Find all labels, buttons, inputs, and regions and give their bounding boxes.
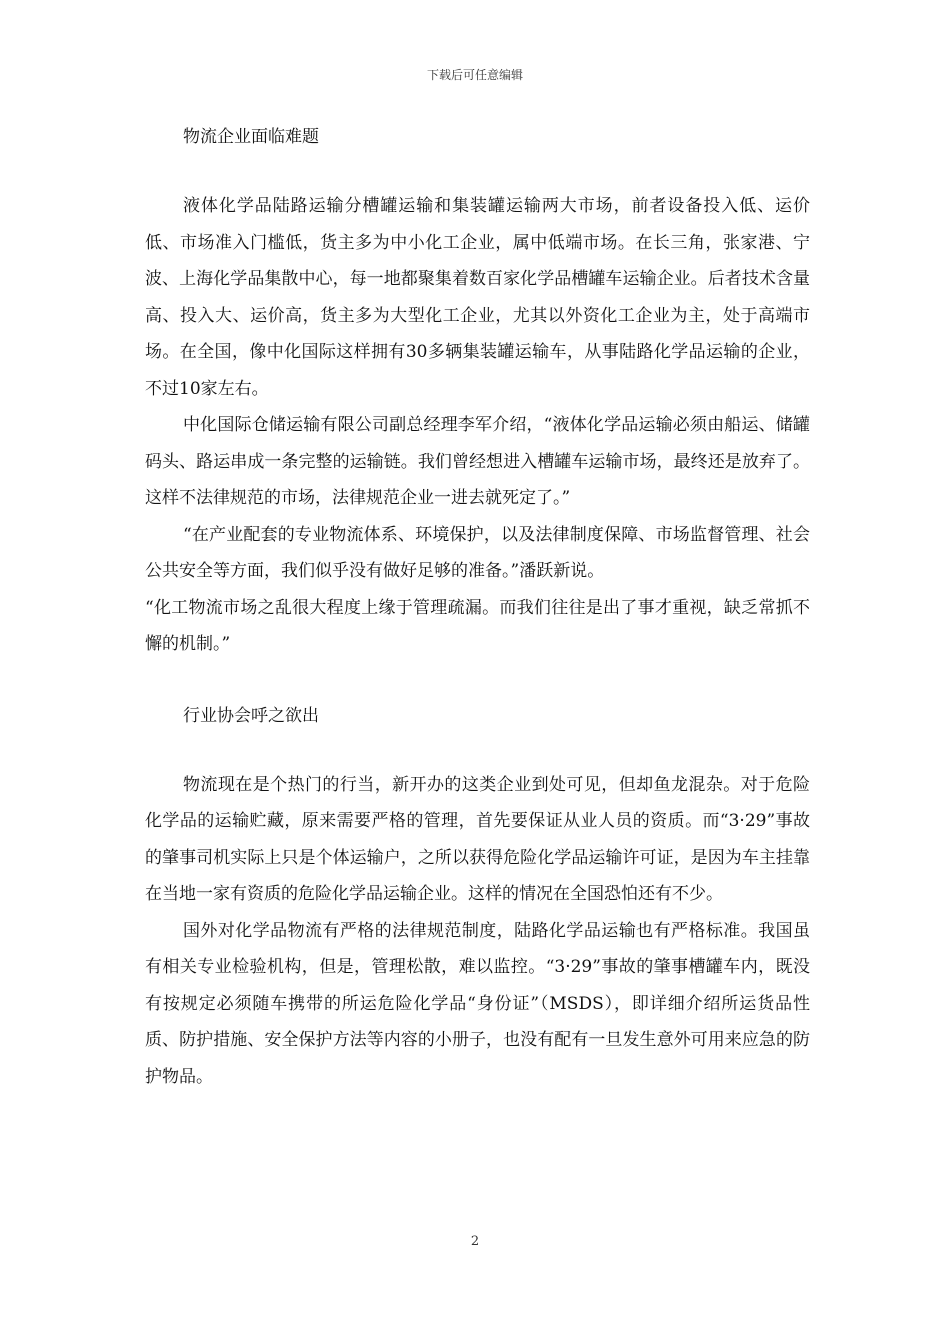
paragraph: 液体化学品陆路运输分槽罐运输和集装罐运输两大市场，前者设备投入低、运价低、市场准入门槛低，货主多为中小化工企业，属中低端市场。在长三角，张家港、宁波、上海化学品集散中心，每一地都聚集着数百家化学品槽罐车运输企业。后者技术含量高、投入大、运价高，货主多为大型化工企业，尤其以外资化工企业为主，处于高端市场。在全国，像中化国际这样拥有30多辆集装罐运输车，从事陆路化学品运输的企业，不过10家左右。 <box>145 196 810 399</box>
spacer <box>145 154 810 188</box>
spacer <box>145 733 810 767</box>
section-title: 行业协会呼之欲出 <box>183 705 319 726</box>
paragraph: 物流现在是个热门的行当，新开办的这类企业到处可见，但却鱼龙混杂。对于危险化学品的运输贮藏，原来需要严格的管理，首先要保证从业人员的资质。而“3·29”事故的肇事司机实际上只是个体运输户，之所以获得危险化学品运输许可证，是因为车主挂靠在当地一家有资质的危险化学品运输企业。这样的情况在全国恐怕还有不少。 <box>145 774 810 904</box>
section-title: 物流企业面临难题 <box>183 127 319 147</box>
spacer <box>145 663 810 699</box>
page-header-note: 下载后可任意编辑 <box>426 68 523 82</box>
paragraph: 中化国际仓储运输有限公司副总经理李军介绍，“液体化学品运输必须由船运、储罐码头、路运串成一条完整的运输链。我们曾经想进入槽罐车运输市场，最终还是放弃了。这样不法律规范的市场，法律规范企业一进去就死定了。” <box>145 415 810 508</box>
paragraph: 国外对化学品物流有严格的法律规范制度，陆路化学品运输也有严格标准。我国虽有相关专业检验机构，但是，管理松散，难以监控。“3·29”事故的肇事槽罐车内，既没有按规定必须随车携带的所运危险化学品“身份证”（MSDS），即详细介绍所运货品性质、防护措施、安全保护方法等内容的小册子，也没有配有一旦发生意外可用来应急的防护物品。 <box>145 920 810 1087</box>
page-number: 2 <box>470 1234 480 1249</box>
paragraph: “在产业配套的专业物流体系、环境保护，以及法律制度保障、市场监督管理、社会公共安全等方面，我们似乎没有做好足够的准备。”潘跃新说。 <box>145 524 810 581</box>
document-body <box>145 120 810 1095</box>
paragraph: “化工物流市场之乱很大程度上缘于管理疏漏。而我们往往是出了事才重视，缺乏常抓不懈的机制。” <box>145 597 810 654</box>
